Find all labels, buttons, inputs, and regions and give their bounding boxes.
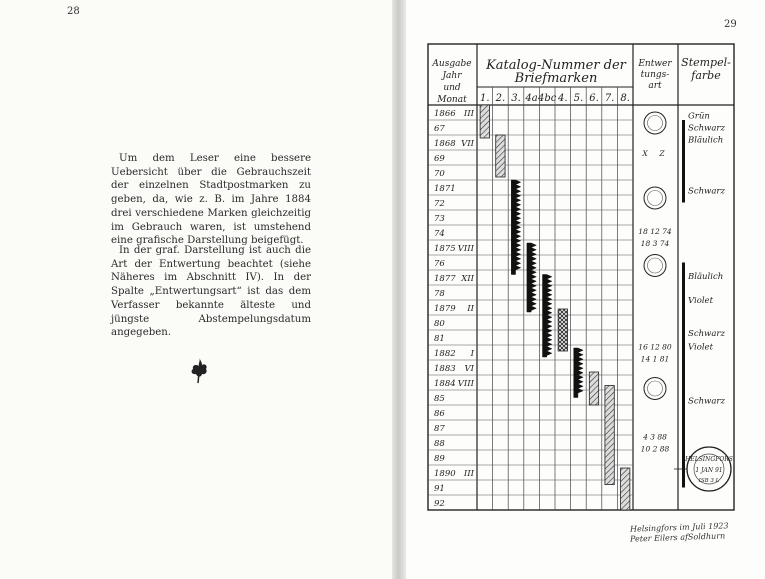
row-month-label: VIII: [457, 243, 474, 254]
catalog-number-label: 7.: [604, 93, 615, 104]
usage-bar-3: [511, 180, 520, 275]
usage-bar-8: [621, 468, 630, 510]
catalog-number-label: 1.: [480, 93, 490, 104]
entwertung-note: 18 3 74: [640, 239, 670, 248]
row-month-label: VIII: [457, 378, 474, 389]
usage-bar-4a: [527, 243, 536, 312]
row-month-label: I: [470, 348, 474, 359]
entwertung-note: 4 3 88: [643, 432, 667, 442]
intro-paragraph: [111, 152, 311, 248]
row-year-label: 91: [434, 483, 445, 494]
header-katalog-text: Briefmarken: [514, 71, 598, 86]
page-number-right: 29: [724, 19, 737, 30]
header-ausgabe-text: Ausgabe: [432, 59, 472, 69]
row-year-label: 1866: [434, 108, 456, 119]
row-month-label: III: [463, 108, 474, 119]
signature-line-2: Peter Eilers afSoldhurn: [629, 531, 726, 544]
stempelfarbe-label: Bläulich: [688, 272, 724, 282]
catalog-number-label: 2.: [495, 93, 506, 104]
row-year-label: 76: [434, 258, 445, 269]
header-katalog-text: Katalog-Nummer der: [486, 58, 626, 73]
row-year-label: 67: [434, 123, 445, 134]
row-month-label: III: [463, 468, 474, 479]
usage-bar-1: [480, 105, 489, 138]
header-entwertung-text: Entwer: [638, 59, 672, 69]
stempelfarbe-label: Schwarz: [688, 186, 725, 197]
row-year-label: 1884: [434, 378, 456, 389]
row-year-label: 85: [434, 393, 445, 404]
signature-line-1: Helsingfors im Juli 1923: [629, 521, 729, 534]
header-ausgabe-text: Monat: [437, 95, 467, 105]
postmark-text: HELSINGFORS: [685, 456, 733, 463]
row-year-label: 1879: [434, 303, 456, 314]
row-year-label: 89: [434, 453, 445, 464]
usage-bar-2: [496, 135, 505, 177]
right-page: [406, 0, 765, 579]
page-number-left: 28: [67, 6, 80, 17]
usage-bar-7: [605, 386, 614, 485]
catalog-number-label: 4bc: [538, 93, 557, 104]
postmark-inner-circle-icon: [648, 191, 663, 206]
row-year-label: 1875: [434, 243, 456, 254]
entwertung-note: 10 2 88: [640, 444, 670, 454]
row-year-label: 86: [434, 408, 445, 419]
row-month-label: II: [467, 303, 474, 314]
entwertung-note: Z: [659, 149, 665, 158]
header-stempelfarbe-text: Stempel-: [681, 56, 731, 69]
stempelfarbe-label: Bläulich: [688, 135, 724, 146]
row-year-label: 88: [434, 438, 445, 449]
stempelfarbe-label: Schwarz: [688, 123, 725, 134]
usage-bar-4bc: [543, 275, 552, 358]
stempelfarbe-label: Schwarz: [688, 396, 725, 407]
row-year-label: 92: [434, 498, 445, 509]
chart-headers: [431, 56, 731, 105]
row-year-label: 78: [434, 288, 445, 299]
header-stempelfarbe-text: farbe: [691, 69, 721, 82]
usage-bar-6: [589, 372, 598, 405]
catalog-number-label: 6.: [589, 93, 599, 104]
row-year-label: 1890: [434, 468, 456, 479]
catalog-number-label: 8.: [620, 93, 630, 104]
header-ausgabe-text: Jahr: [442, 71, 462, 81]
entwertung-note: 16 12 80: [638, 342, 672, 352]
entwertung-note: 14 1 81: [640, 354, 670, 364]
postmark-text: ISB 3 L: [698, 478, 720, 484]
row-year-label: 81: [434, 333, 445, 344]
stempelfarbe-label: Violet: [688, 296, 713, 306]
catalog-number-label: 3.: [511, 93, 521, 104]
stempelfarbe-label: Schwarz: [688, 329, 725, 339]
row-year-label: 80: [434, 318, 445, 329]
stempelfarbe-label: Violet: [688, 342, 713, 353]
chart-row-labels: [434, 109, 475, 509]
stempelfarbe-line: [682, 263, 685, 488]
vine-leaf-ornament-icon: [188, 356, 210, 384]
row-year-label: 1883: [434, 363, 456, 374]
usage-bar-5: [574, 348, 583, 398]
book-gutter: [392, 0, 406, 579]
postmark-inner-circle-icon: [648, 381, 663, 396]
postmark-inner-circle-icon: [648, 116, 663, 131]
catalog-number-label: 4a: [525, 93, 538, 104]
row-year-label: 1882: [434, 348, 456, 359]
header-entwertung-text: art: [648, 81, 662, 91]
header-ausgabe-text: und: [443, 83, 461, 93]
postmark-inner-circle-icon: [648, 258, 663, 273]
row-year-label: 74: [434, 228, 445, 239]
paragraph-1: Um dem Leser eine bessere Uebersicht über die Gebrauchszeit der einzelnen Stadtpostmarken zu geben, da, wie z. B. im Jahre 1884 drei verschiedene Marken gleichzeitig im Gebrauch waren, ist umstehend eine grafische Darstellung beigefügt.: [111, 153, 311, 247]
row-year-label: 72: [434, 198, 445, 209]
catalog-number-label: 4.: [558, 93, 568, 104]
row-year-label: 69: [434, 153, 445, 164]
header-entwertung-text: tungs-: [640, 70, 670, 80]
row-month-label: XII: [461, 273, 474, 284]
row-year-label: 73: [434, 213, 445, 224]
stempelfarbe-label: Grün: [688, 111, 710, 122]
entwertung-note: 18 12 74: [638, 227, 672, 236]
chart-notes: [638, 112, 733, 492]
row-year-label: 70: [434, 168, 445, 179]
usage-bar-4: [558, 309, 567, 351]
entwertung-note: X: [642, 149, 648, 158]
row-month-label: VI: [464, 363, 474, 374]
row-year-label: 1868: [434, 138, 456, 149]
usage-chart: [406, 0, 765, 579]
row-year-label: 1871: [434, 183, 456, 194]
explanation-paragraph: [111, 244, 311, 340]
stempelfarbe-line: [682, 120, 685, 203]
row-month-label: VII: [461, 138, 474, 149]
row-year-label: 1877: [434, 273, 456, 284]
row-year-label: 87: [434, 423, 445, 434]
paragraph-2: In der graf. Darstellung ist auch die Art der Entwertung beachtet (siehe Näheres im Abschnitt IV). In der Spalte „Entwertungsart“ ist das dem Verfasser bekannte älteste und jüngste Abstempelungsdatum angegeben.: [111, 245, 311, 339]
postmark-text: 1 JAN 91: [695, 467, 723, 474]
catalog-number-label: 5.: [573, 93, 584, 104]
